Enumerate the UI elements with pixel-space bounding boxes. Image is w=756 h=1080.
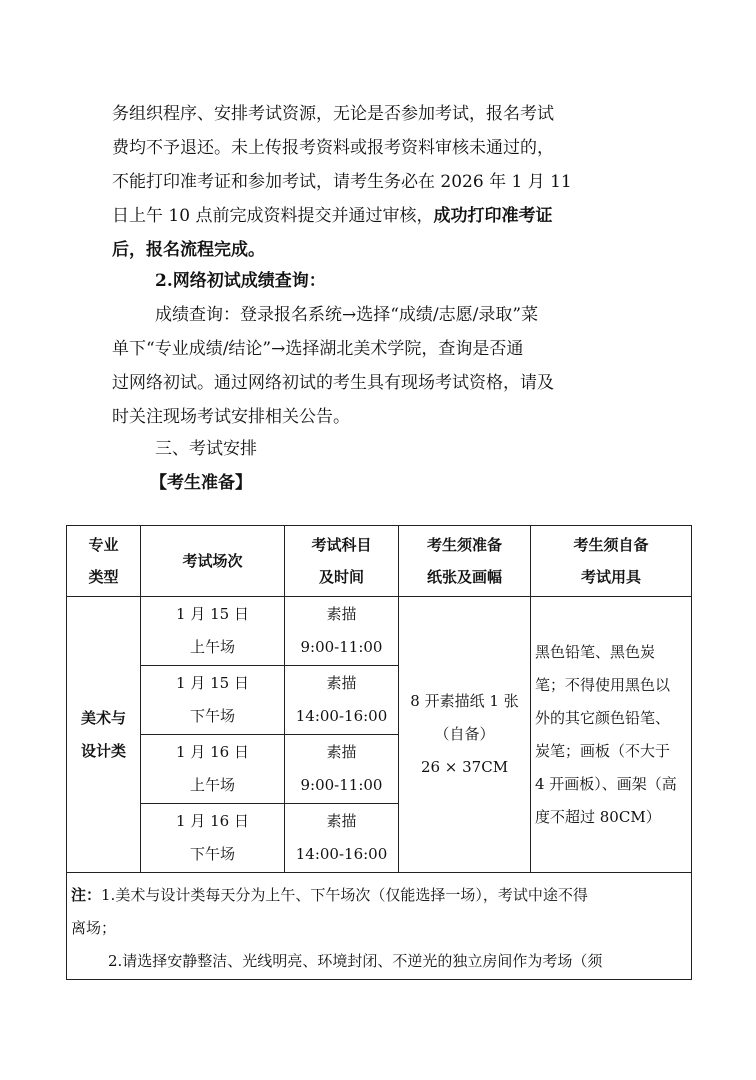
text-line: 务组织程序、安排考试资源，无论是否参加考试，报名考试	[112, 104, 554, 124]
section-heading-candidate-preparation: 【考生准备】	[150, 473, 252, 493]
text-run: 日上午 10 点前完成资料提交并通过审核，	[112, 206, 434, 226]
exam-arrangement-table	[66, 525, 692, 980]
subject-name: 素描	[326, 674, 357, 692]
header-subject-time	[285, 526, 399, 597]
subject-cell	[285, 735, 399, 804]
session-date: 1 月 15 日	[176, 674, 249, 692]
subject-cell	[285, 597, 399, 666]
session-period: 下午场	[189, 707, 235, 725]
session-cell	[141, 666, 285, 735]
header-paper-format	[399, 526, 531, 597]
subject-time: 14:00-16:00	[295, 845, 388, 863]
text-line: 单下“专业成绩/结论”→选择湖北美术学院，查询是否通	[112, 339, 524, 359]
session-cell	[141, 597, 285, 666]
session-period: 上午场	[189, 776, 235, 794]
header-text: 考试场次	[182, 552, 243, 570]
header-text: 考试用具	[580, 568, 641, 586]
note-cell	[67, 873, 692, 980]
section-heading-exam-arrangement: 三、考试安排	[155, 439, 257, 459]
header-equipment	[531, 526, 692, 597]
paper-text: 26 × 37CM	[420, 758, 509, 776]
header-exam-session	[141, 526, 285, 597]
session-date: 1 月 15 日	[176, 605, 249, 623]
subject-name: 素描	[326, 743, 357, 761]
paper-text: （自备）	[434, 725, 495, 743]
session-period: 下午场	[189, 845, 235, 863]
paper-text: 8 开素描纸 1 张	[410, 692, 519, 710]
header-text: 考生须准备	[426, 536, 502, 554]
header-text: 纸张及画幅	[426, 568, 502, 586]
text-line: 过网络初试。通过网络初试的考生具有现场考试资格，请及	[112, 373, 554, 393]
header-text: 专业	[88, 536, 119, 554]
subject-name: 素描	[326, 605, 357, 623]
header-text: 考生须自备	[573, 536, 649, 554]
header-text: 及时间	[318, 568, 364, 586]
session-cell	[141, 804, 285, 873]
equipment-text: 笔；不得使用黑色以	[535, 675, 671, 694]
note-text: 1.美术与设计类每天分为上午、下午场次（仅能选择一场），考试中途不得	[101, 886, 588, 904]
subject-cell	[285, 666, 399, 735]
session-date: 1 月 16 日	[176, 743, 249, 761]
header-major-type	[67, 526, 141, 597]
equipment-text: 黑色铅笔、黑色炭	[535, 642, 656, 661]
equipment-text: 炭笔；画板（不大于	[535, 741, 671, 760]
note-line: 2.请选择安静整洁、光线明亮、环境封闭、不逆光的独立房间作为考场（须	[108, 952, 603, 970]
equipment-text: 度不超过 80CM）	[535, 807, 661, 826]
bold-text-line: 后，报名流程完成。	[112, 240, 265, 260]
session-cell	[141, 735, 285, 804]
header-text: 类型	[88, 568, 119, 586]
subject-time: 9:00-11:00	[300, 638, 383, 656]
header-text: 考试科目	[311, 536, 372, 554]
table-header-row	[67, 526, 692, 597]
category-text: 美术与	[80, 708, 126, 727]
section-heading-score-query: 2.网络初试成绩查询：	[155, 271, 326, 291]
equipment-text: 外的其它颜色铅笔、	[535, 708, 671, 727]
text-line: 不能打印准考证和参加考试，请考生务必在 2026 年 1 月 11	[112, 172, 572, 192]
paper-cell	[399, 597, 531, 873]
equipment-text: 4 开画板）、画架（高	[535, 774, 677, 793]
session-period: 上午场	[189, 638, 235, 656]
note-line	[71, 879, 687, 912]
category-cell	[67, 597, 141, 873]
note-label: 注：	[71, 886, 102, 904]
equipment-cell	[531, 597, 692, 873]
text-line	[112, 199, 652, 233]
session-date: 1 月 16 日	[176, 812, 249, 830]
table-note-row	[67, 873, 692, 980]
subject-cell	[285, 804, 399, 873]
subject-name: 素描	[326, 812, 357, 830]
text-line: 成绩查询：登录报名系统→选择“成绩/志愿/录取”菜	[155, 305, 539, 325]
note-line: 离场；	[71, 919, 117, 937]
text-line: 时关注现场考试安排相关公告。	[112, 407, 350, 427]
bold-text-run: 成功打印准考证	[433, 206, 553, 226]
subject-time: 9:00-11:00	[300, 776, 383, 794]
text-line: 费均不予退还。未上传报考资料或报考资料审核未通过的，	[112, 138, 554, 158]
category-text: 设计类	[80, 741, 126, 760]
paragraph-score-query	[112, 298, 652, 434]
paragraph-registration	[112, 97, 652, 267]
subject-time: 14:00-16:00	[295, 707, 388, 725]
table-row	[67, 597, 692, 666]
